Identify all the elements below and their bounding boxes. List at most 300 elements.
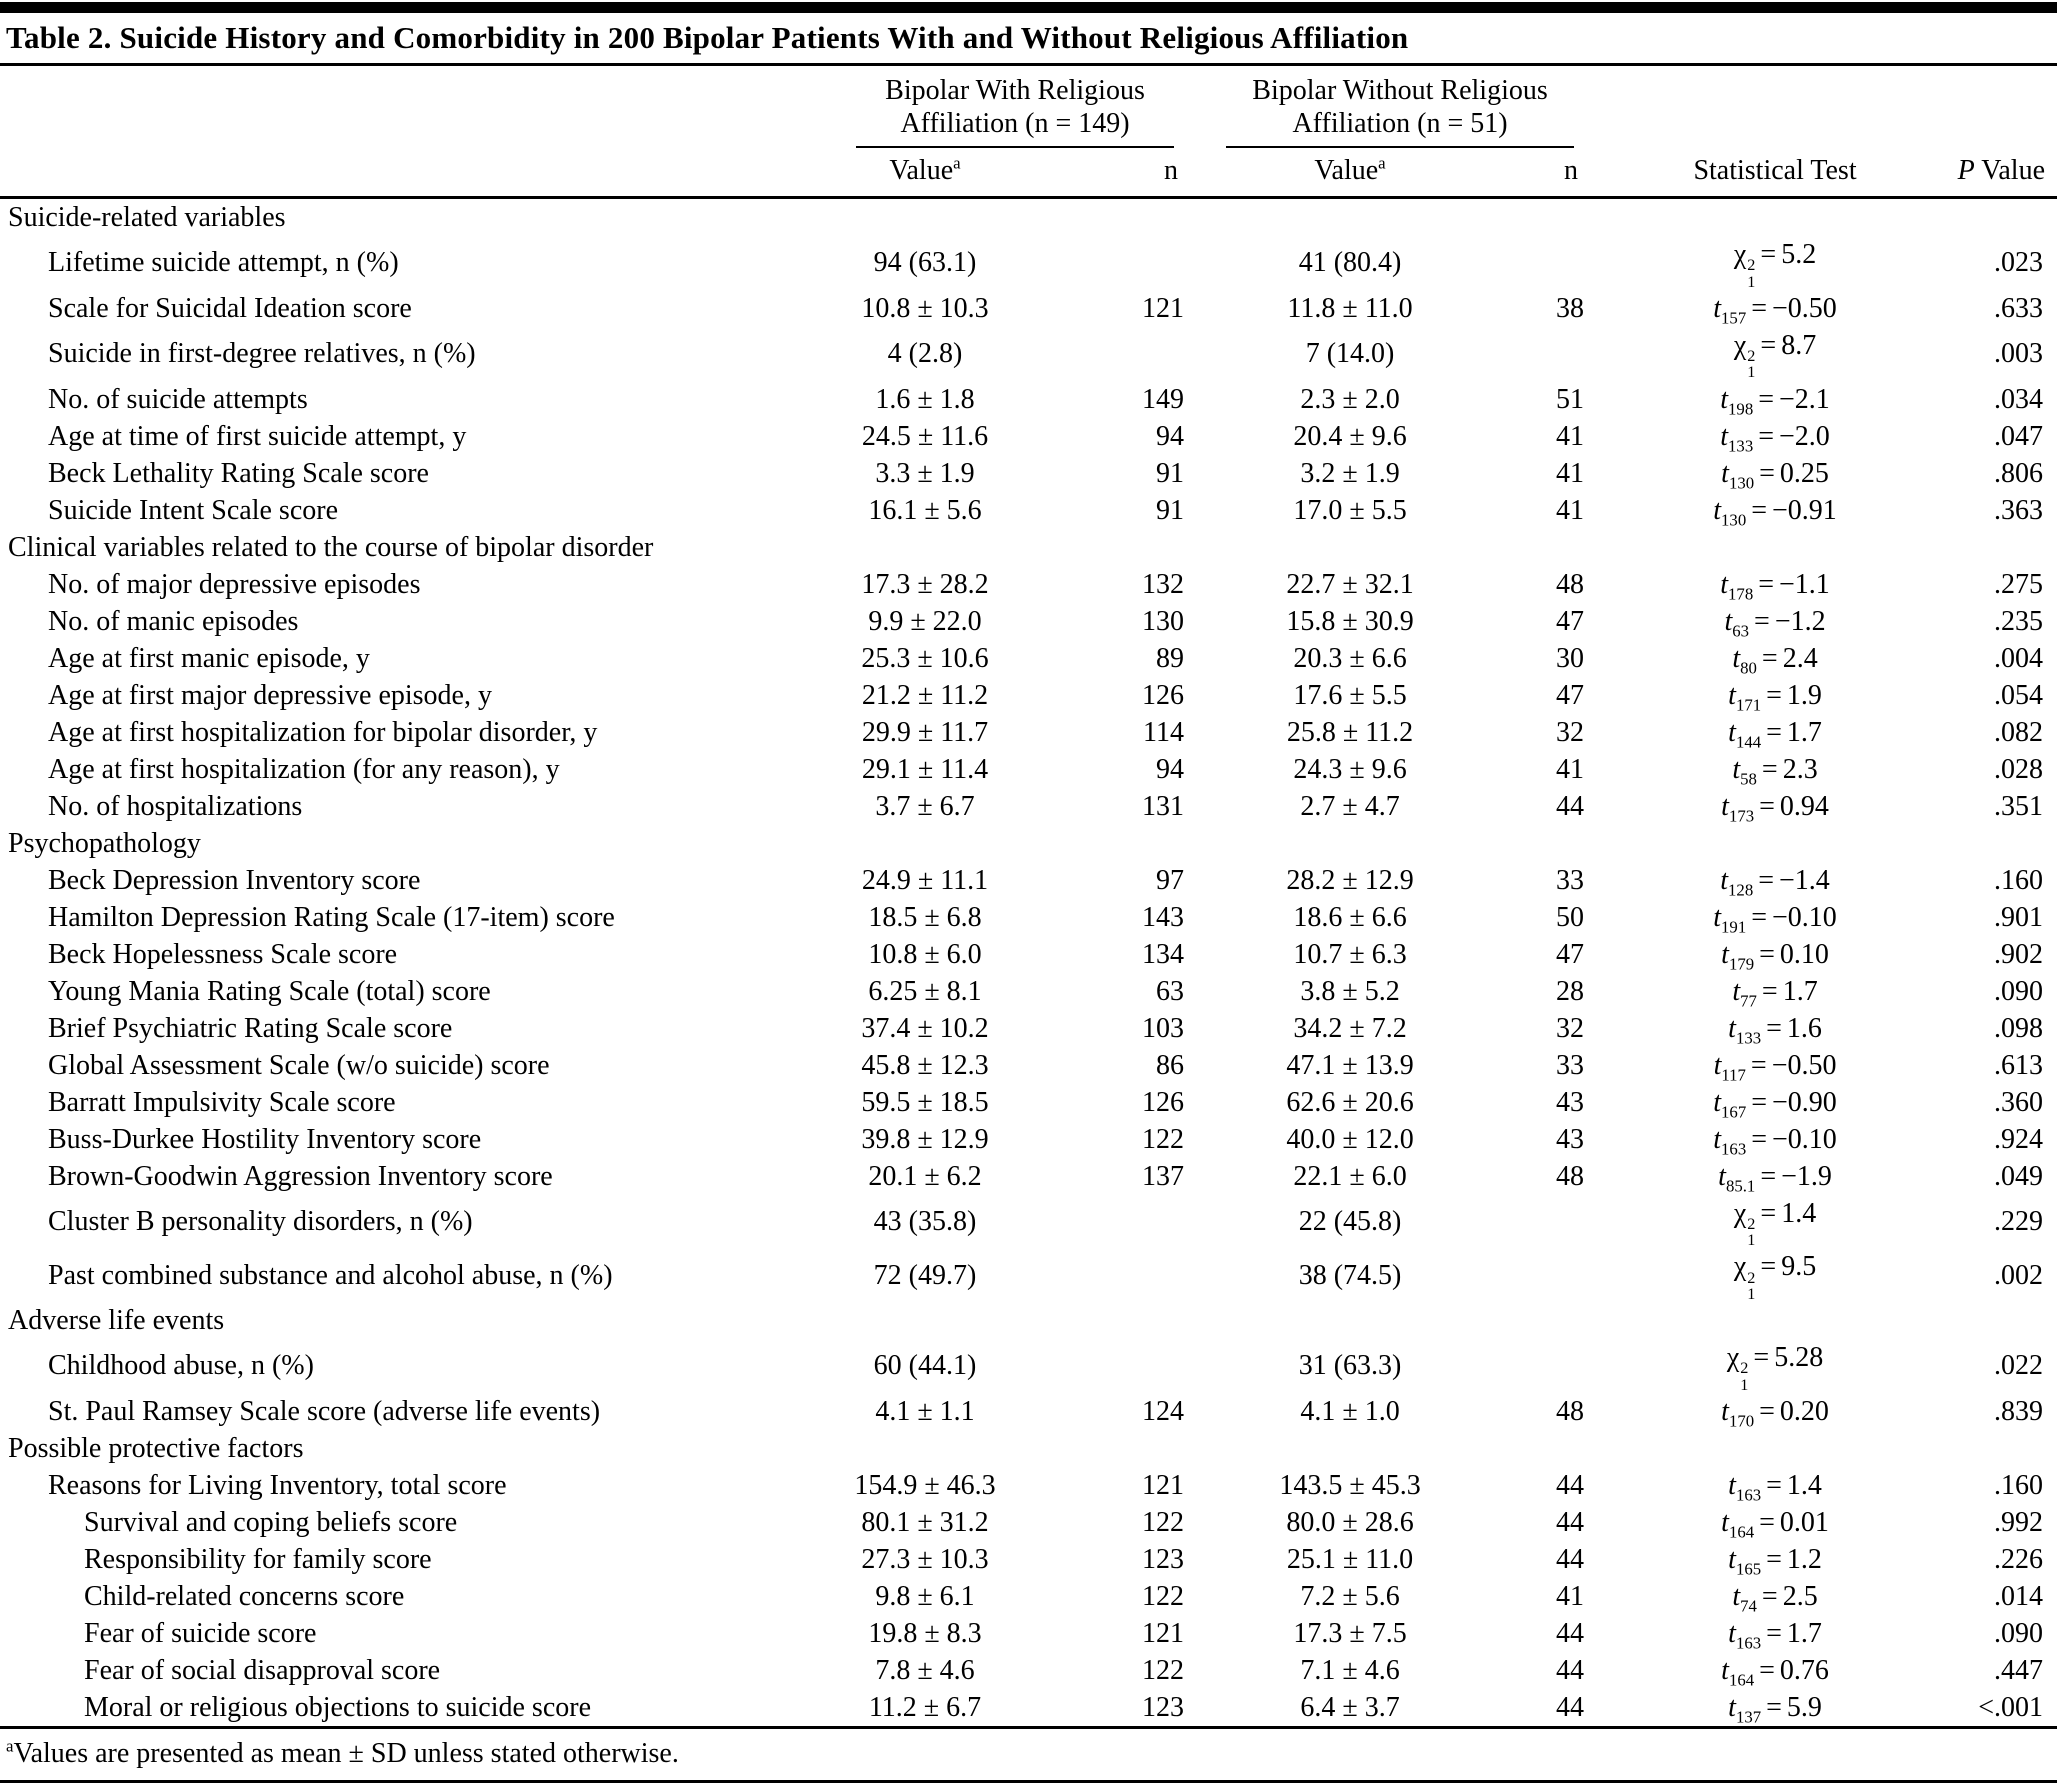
n-with-cell: 131 xyxy=(1142,790,1185,822)
row-label: Global Assessment Scale (w/o suicide) score xyxy=(48,1049,550,1081)
table-row xyxy=(0,1339,2057,1393)
n-without-cell: 43 xyxy=(1556,1086,1585,1118)
stat-test-cell: $t_{198} = -2.1$ xyxy=(1720,383,1830,418)
row-label: Brown-Goodwin Aggression Inventory score xyxy=(48,1160,553,1192)
p-value-column-header: P Value xyxy=(1950,148,2057,198)
row-label: Childhood abuse, n (%) xyxy=(48,1350,314,1382)
table-row xyxy=(0,936,2057,973)
n-with-cell: 130 xyxy=(1142,605,1185,637)
value-with-cell: 10.8 ± 10.3 xyxy=(861,292,989,324)
value-with-cell: 7.8 ± 4.6 xyxy=(875,1654,975,1686)
n-with-cell: 126 xyxy=(1142,679,1185,711)
value-without-cell: 15.8 ± 30.9 xyxy=(1286,605,1414,637)
row-label: Reasons for Living Inventory, total score xyxy=(48,1469,507,1501)
value-with-cell: 39.8 ± 12.9 xyxy=(861,1123,989,1155)
value-without-cell: 6.4 ± 3.7 xyxy=(1300,1691,1400,1723)
t-statistic-symbol: t xyxy=(1721,1654,1729,1686)
p-value-cell: .054 xyxy=(1994,679,2044,711)
footnote-marker: a xyxy=(6,1736,14,1756)
statistical-test-column-header: Statistical Test xyxy=(1600,148,1950,198)
table-row xyxy=(0,492,2057,529)
table-row xyxy=(0,1393,2057,1430)
value-without-cell: 47.1 ± 13.9 xyxy=(1286,1049,1414,1081)
n-with-cell: 121 xyxy=(1142,1617,1185,1649)
stat-test-cell: $t_{170} = 0.20$ xyxy=(1721,1395,1829,1430)
n-without-cell: 38 xyxy=(1556,292,1585,324)
top-rule xyxy=(0,2,2057,13)
value-with-cell: 24.5 ± 11.6 xyxy=(861,420,989,452)
empty-header-cell xyxy=(1950,66,2057,148)
row-label: Age at first major depressive episode, y xyxy=(48,679,492,711)
p-value-cell: .351 xyxy=(1994,790,2044,822)
stat-test-cell: $t_{171} = 1.9$ xyxy=(1728,679,1822,714)
group-header-row xyxy=(0,66,2057,148)
p-value-cell: .363 xyxy=(1994,494,2044,526)
t-statistic-symbol: t xyxy=(1720,383,1729,415)
empty-header-cell xyxy=(1600,66,1950,148)
column-header-row xyxy=(0,148,2057,198)
row-label: Survival and coping beliefs score xyxy=(84,1506,458,1538)
row-label: Beck Depression Inventory score xyxy=(48,864,421,896)
chi-squared-indices: 2 1 xyxy=(1747,347,1756,381)
stat-test-cell: $t_{144} = 1.7$ xyxy=(1728,716,1822,751)
value-without-cell: 143.5 ± 45.3 xyxy=(1279,1469,1421,1501)
section-row xyxy=(0,1430,2057,1467)
row-label: Barratt Impulsivity Scale score xyxy=(48,1086,396,1118)
table-row xyxy=(0,1158,2057,1195)
table-row xyxy=(0,566,2057,603)
row-label: Brief Psychiatric Rating Scale score xyxy=(48,1012,453,1044)
stat-test-cell: $t_{179} = 0.10$ xyxy=(1721,938,1829,973)
value-without-cell: 20.4 ± 9.6 xyxy=(1293,420,1407,452)
chi-squared-indices: 2 1 xyxy=(1740,1359,1749,1393)
stat-test-cell: $t_{77} = 1.7$ xyxy=(1732,975,1818,1010)
p-value-cell: .034 xyxy=(1994,383,2044,415)
row-label: Age at first hospitalization (for any reason), y xyxy=(48,753,560,785)
n-without-cell: 30 xyxy=(1556,642,1585,674)
value-without-cell: 2.7 ± 4.7 xyxy=(1300,790,1400,822)
row-label: Scale for Suicidal Ideation score xyxy=(48,292,412,324)
table-title: Table 2. Suicide History and Comorbidity in 200 Bipolar Patients With and Without Religious Affiliation xyxy=(0,13,2057,66)
table-row xyxy=(0,290,2057,327)
n-without-cell xyxy=(1500,1339,1600,1393)
p-value-cell: .839 xyxy=(1994,1395,2044,1427)
n-with-cell: 149 xyxy=(1142,383,1185,415)
section-row xyxy=(0,1302,2057,1339)
table-row xyxy=(0,1084,2057,1121)
value-with-cell: 17.3 ± 28.2 xyxy=(861,568,989,600)
p-value-cell: .160 xyxy=(1994,1469,2044,1501)
n-without-cell: 51 xyxy=(1556,383,1585,415)
p-value-cell: .023 xyxy=(1994,247,2044,279)
section-header: Psychopathology xyxy=(8,827,201,859)
n-without-cell: 44 xyxy=(1556,1691,1585,1723)
value-without-cell: 38 (74.5) xyxy=(1298,1259,1402,1291)
n-with-cell xyxy=(1020,1339,1200,1393)
value-with-cell: 59.5 ± 18.5 xyxy=(861,1086,989,1118)
value-with-cell: 11.2 ± 6.7 xyxy=(868,1691,982,1723)
t-statistic-symbol: t xyxy=(1721,1506,1729,1538)
table-row xyxy=(0,788,2057,825)
row-label: Young Mania Rating Scale (total) score xyxy=(48,975,491,1007)
table-footnote xyxy=(0,1726,2057,1783)
row-label: Age at time of first suicide attempt, y xyxy=(48,420,467,452)
t-statistic-symbol: t xyxy=(1713,1086,1722,1118)
n-without-cell: 41 xyxy=(1556,457,1585,489)
n-with-cell: 94 xyxy=(1156,753,1185,785)
t-statistic-symbol: t xyxy=(1728,1012,1736,1044)
value-column-header: Value$^a$ xyxy=(830,148,1020,198)
table-row xyxy=(0,1121,2057,1158)
n-with-cell: 86 xyxy=(1156,1049,1185,1081)
value-without-cell: 18.6 ± 6.6 xyxy=(1293,901,1407,933)
value-with-cell: 29.9 ± 11.7 xyxy=(861,716,989,748)
n-with-cell: 124 xyxy=(1142,1395,1185,1427)
table-row xyxy=(0,1689,2057,1726)
table-row xyxy=(0,862,2057,899)
t-statistic-symbol: t xyxy=(1728,679,1736,711)
t-statistic-symbol: t xyxy=(1713,1123,1722,1155)
row-label: Cluster B personality disorders, n (%) xyxy=(48,1205,473,1237)
n-without-cell: 44 xyxy=(1556,1617,1585,1649)
value-with-cell: 94 (63.1) xyxy=(873,247,977,279)
value-with-cell: 19.8 ± 8.3 xyxy=(868,1617,982,1649)
value-with-cell: 6.25 ± 8.1 xyxy=(868,975,982,1007)
t-statistic-symbol: t xyxy=(1724,605,1733,637)
row-label: No. of manic episodes xyxy=(48,605,299,637)
chi-squared-symbol: χ xyxy=(1733,239,1747,270)
value-with-cell: 80.1 ± 31.2 xyxy=(861,1506,989,1538)
n-without-cell: 32 xyxy=(1556,1012,1585,1044)
n-without-cell xyxy=(1500,1195,1600,1249)
stat-test-cell: χ 2 1 = 9.5 xyxy=(1733,1251,1817,1303)
row-label: No. of major depressive episodes xyxy=(48,568,421,600)
value-without-cell: 80.0 ± 28.6 xyxy=(1286,1506,1414,1538)
n-without-cell: 28 xyxy=(1556,975,1585,1007)
row-label: Moral or religious objections to suicide score xyxy=(84,1691,591,1723)
n-without-cell: 33 xyxy=(1556,1049,1585,1081)
chi-squared-indices: 2 1 xyxy=(1747,1214,1756,1249)
value-with-cell: 37.4 ± 10.2 xyxy=(861,1012,989,1044)
value-with-cell: 27.3 ± 10.3 xyxy=(861,1543,989,1575)
t-statistic-symbol: t xyxy=(1713,901,1722,933)
value-without-cell: 62.6 ± 20.6 xyxy=(1286,1086,1414,1118)
section-header: Clinical variables related to the course of bipolar disorder xyxy=(8,531,654,563)
value-without-cell: 31 (63.3) xyxy=(1298,1350,1402,1382)
n-with-cell: 63 xyxy=(1156,975,1185,1007)
group-with-religion-label: Bipolar With Religious Affiliation (n = 149) xyxy=(856,72,1174,148)
n-with-cell: 91 xyxy=(1156,457,1185,489)
t-statistic-symbol: t xyxy=(1732,753,1741,785)
t-statistic-symbol: t xyxy=(1728,1617,1736,1649)
section-header: Possible protective factors xyxy=(8,1432,304,1464)
n-with-cell: 94 xyxy=(1156,420,1185,452)
p-value-cell: <.001 xyxy=(1978,1691,2044,1723)
p-value-cell: .047 xyxy=(1994,420,2044,452)
n-with-cell: 97 xyxy=(1156,864,1185,896)
n-with-cell: 122 xyxy=(1142,1506,1185,1538)
stat-test-cell: $t_{164} = 0.01$ xyxy=(1721,1506,1829,1541)
value-with-cell: 60 (44.1) xyxy=(873,1350,977,1382)
group-without-religion-label: Bipolar Without Religious Affiliation (n = 51) xyxy=(1226,72,1574,148)
n-with-cell: 123 xyxy=(1142,1543,1185,1575)
section-row xyxy=(0,825,2057,862)
value-without-cell: 7.1 ± 4.6 xyxy=(1300,1654,1400,1686)
stat-test-cell: χ 2 1 = 1.4 xyxy=(1733,1197,1817,1249)
stat-test-cell: $t_{163} = 1.7$ xyxy=(1728,1617,1822,1652)
p-value-cell: .275 xyxy=(1994,568,2044,600)
stat-test-cell: $t_{178} = -1.1$ xyxy=(1720,568,1830,603)
table-row xyxy=(0,1010,2057,1047)
value-with-cell: 21.2 ± 11.2 xyxy=(861,679,989,711)
p-value-cell: .633 xyxy=(1994,292,2044,324)
n-without-cell: 44 xyxy=(1556,1506,1585,1538)
n-without-cell: 48 xyxy=(1556,1160,1585,1192)
n-without-cell: 33 xyxy=(1556,864,1585,896)
n-without-cell: 44 xyxy=(1556,1543,1585,1575)
value-with-cell: 3.7 ± 6.7 xyxy=(875,790,975,822)
chi-squared-symbol: χ xyxy=(1726,1342,1740,1374)
empty-header-cell xyxy=(0,148,830,198)
p-value-cell: .014 xyxy=(1994,1580,2044,1612)
row-label: Suicide Intent Scale score xyxy=(48,494,339,526)
chi-squared-symbol: χ xyxy=(1733,329,1747,361)
table-row xyxy=(0,1652,2057,1689)
stat-test-cell: $t_{130} = -0.91$ xyxy=(1713,494,1837,529)
p-value-cell: .028 xyxy=(1994,753,2044,785)
value-with-cell: 9.8 ± 6.1 xyxy=(875,1580,975,1612)
n-without-cell xyxy=(1500,236,1600,290)
p-value-cell: .098 xyxy=(1994,1012,2044,1044)
value-without-cell: 22.7 ± 32.1 xyxy=(1286,568,1414,600)
value-with-cell: 3.3 ± 1.9 xyxy=(875,457,975,489)
table-row xyxy=(0,973,2057,1010)
table-row xyxy=(0,640,2057,677)
row-label: St. Paul Ramsey Scale score (adverse life events) xyxy=(48,1395,601,1427)
row-label: Hamilton Depression Rating Scale (17-item) score xyxy=(48,901,615,933)
row-label: Age at first manic episode, y xyxy=(48,642,370,674)
stat-test-cell: $t_{191} = -0.10$ xyxy=(1713,901,1837,936)
row-label: Past combined substance and alcohol abuse, n (%) xyxy=(48,1259,613,1291)
row-label: Suicide in first-degree relatives, n (%) xyxy=(48,338,476,370)
stat-test-cell: $t_{164} = 0.76$ xyxy=(1721,1654,1829,1689)
table-row xyxy=(0,1047,2057,1084)
n-with-cell: 122 xyxy=(1142,1654,1185,1686)
value-with-cell: 29.1 ± 11.4 xyxy=(861,753,989,785)
p-value-cell: .160 xyxy=(1994,864,2044,896)
value-without-cell: 17.0 ± 5.5 xyxy=(1293,494,1407,526)
p-value-cell: .447 xyxy=(1994,1654,2044,1686)
n-with-cell xyxy=(1020,236,1200,290)
n-with-cell: 121 xyxy=(1142,1469,1185,1501)
p-value-cell: .090 xyxy=(1994,1617,2044,1649)
value-with-cell: 4.1 ± 1.1 xyxy=(875,1395,975,1427)
table-row xyxy=(0,1195,2057,1249)
value-with-cell: 16.1 ± 5.6 xyxy=(868,494,982,526)
row-label: Child-related concerns score xyxy=(84,1580,405,1612)
n-without-cell: 48 xyxy=(1556,1395,1585,1427)
n-column-header: n xyxy=(1500,148,1600,198)
n-without-cell: 41 xyxy=(1556,494,1585,526)
value-without-cell: 20.3 ± 6.6 xyxy=(1293,642,1407,674)
t-statistic-symbol: t xyxy=(1713,1049,1722,1081)
document-page xyxy=(0,2,2057,1783)
t-statistic-symbol: t xyxy=(1721,1395,1729,1427)
value-without-cell: 25.1 ± 11.0 xyxy=(1286,1543,1414,1575)
row-label: Buss-Durkee Hostility Inventory score xyxy=(48,1123,482,1155)
n-column-header: n xyxy=(1020,148,1200,198)
value-with-cell: 24.9 ± 11.1 xyxy=(861,864,989,896)
section-header: Suicide-related variables xyxy=(8,202,286,233)
t-statistic-symbol: t xyxy=(1732,642,1741,674)
n-with-cell: 103 xyxy=(1142,1012,1185,1044)
t-statistic-symbol: t xyxy=(1713,494,1722,526)
t-statistic-symbol: t xyxy=(1720,420,1729,452)
t-statistic-symbol: t xyxy=(1713,292,1722,324)
n-with-cell xyxy=(1020,1248,1200,1302)
t-statistic-symbol: t xyxy=(1728,716,1736,748)
value-without-cell: 4.1 ± 1.0 xyxy=(1300,1395,1400,1427)
table-row xyxy=(0,1467,2057,1504)
n-without-cell: 41 xyxy=(1556,753,1585,785)
table-header xyxy=(0,66,2057,198)
p-value-cell: .049 xyxy=(1994,1160,2044,1192)
n-without-cell: 32 xyxy=(1556,716,1585,748)
n-with-cell: 89 xyxy=(1156,642,1185,674)
n-without-cell xyxy=(1500,327,1600,381)
stat-test-cell: $t_{128} = -1.4$ xyxy=(1720,864,1830,899)
p-value-cell: .613 xyxy=(1994,1049,2044,1081)
n-without-cell: 47 xyxy=(1556,938,1585,970)
p-value-cell: .806 xyxy=(1994,457,2044,489)
n-with-cell: 123 xyxy=(1142,1691,1185,1723)
table-row xyxy=(0,677,2057,714)
table-row xyxy=(0,1248,2057,1302)
table-row xyxy=(0,714,2057,751)
value-with-cell: 45.8 ± 12.3 xyxy=(861,1049,989,1081)
stat-test-cell: $t_{74} = 2.5$ xyxy=(1732,1580,1818,1615)
p-value-cell: .360 xyxy=(1994,1086,2044,1118)
row-label: No. of suicide attempts xyxy=(48,383,308,415)
footnote-text: Values are presented as mean ± SD unless stated otherwise. xyxy=(13,1737,679,1769)
t-statistic-symbol: t xyxy=(1728,1469,1736,1501)
section-row xyxy=(0,198,2057,237)
stat-test-cell: $t_{165} = 1.2$ xyxy=(1728,1543,1822,1578)
t-statistic-symbol: t xyxy=(1728,1691,1736,1723)
chi-squared-indices: 2 1 xyxy=(1747,256,1756,290)
stat-test-cell: $t_{85.1} = -1.9$ xyxy=(1718,1160,1832,1195)
table-row xyxy=(0,899,2057,936)
value-without-cell: 25.8 ± 11.2 xyxy=(1286,716,1414,748)
value-without-cell: 7 (14.0) xyxy=(1305,338,1395,370)
t-statistic-symbol: t xyxy=(1721,790,1729,822)
value-without-cell: 34.2 ± 7.2 xyxy=(1293,1012,1407,1044)
stat-test-cell: $t_{173} = 0.94$ xyxy=(1721,790,1829,825)
p-value-cell: .090 xyxy=(1994,975,2044,1007)
n-without-cell: 43 xyxy=(1556,1123,1585,1155)
p-value-cell: .082 xyxy=(1994,716,2044,748)
table-row xyxy=(0,381,2057,418)
data-table xyxy=(0,66,2057,1726)
row-label: Lifetime suicide attempt, n (%) xyxy=(48,247,399,279)
table-row xyxy=(0,1504,2057,1541)
row-label: Age at first hospitalization for bipolar disorder, y xyxy=(48,716,598,748)
table-row xyxy=(0,418,2057,455)
stat-test-cell: $t_{163} = -0.10$ xyxy=(1713,1123,1837,1158)
stat-test-cell: χ 2 1 = 5.28 xyxy=(1726,1342,1824,1393)
stat-test-cell: $t_{130} = 0.25$ xyxy=(1721,457,1829,492)
group-without-religion-header xyxy=(1200,66,1600,148)
table-row xyxy=(0,327,2057,381)
row-label: No. of hospitalizations xyxy=(48,790,303,822)
value-with-cell: 25.3 ± 10.6 xyxy=(861,642,989,674)
t-statistic-symbol: t xyxy=(1721,457,1729,489)
value-with-cell: 154.9 ± 46.3 xyxy=(854,1469,996,1501)
t-statistic-symbol: t xyxy=(1728,1543,1736,1575)
section-header: Adverse life events xyxy=(8,1305,225,1337)
n-without-cell: 47 xyxy=(1556,605,1585,637)
row-label: Fear of suicide score xyxy=(84,1617,317,1649)
p-value-cell: .002 xyxy=(1994,1259,2044,1291)
p-value-cell: .229 xyxy=(1994,1205,2044,1237)
row-label: Fear of social disapproval score xyxy=(84,1654,441,1686)
row-label: Beck Lethality Rating Scale score xyxy=(48,457,429,489)
n-with-cell: 132 xyxy=(1142,568,1185,600)
n-without-cell: 41 xyxy=(1556,1580,1585,1612)
n-without-cell xyxy=(1500,1248,1600,1302)
table-row xyxy=(0,1615,2057,1652)
table-row xyxy=(0,455,2057,492)
n-with-cell: 126 xyxy=(1142,1086,1185,1118)
table-row xyxy=(0,1578,2057,1615)
p-value-cell: .902 xyxy=(1994,938,2044,970)
stat-test-cell: $t_{117} = -0.50$ xyxy=(1713,1049,1837,1084)
value-with-cell: 72 (49.7) xyxy=(873,1259,977,1291)
value-without-cell: 22 (45.8) xyxy=(1298,1205,1402,1237)
n-without-cell: 47 xyxy=(1556,679,1585,711)
t-statistic-symbol: t xyxy=(1720,568,1729,600)
t-statistic-symbol: t xyxy=(1721,938,1729,970)
n-with-cell: 134 xyxy=(1142,938,1185,970)
t-statistic-symbol: t xyxy=(1732,975,1741,1007)
stat-test-cell: $t_{133} = -2.0$ xyxy=(1720,420,1830,455)
p-value-cell: .901 xyxy=(1994,901,2044,933)
value-without-cell: 3.8 ± 5.2 xyxy=(1300,975,1400,1007)
p-value-cell: .022 xyxy=(1994,1350,2044,1382)
value-without-cell: 10.7 ± 6.3 xyxy=(1293,938,1407,970)
value-without-cell: 28.2 ± 12.9 xyxy=(1286,864,1414,896)
p-value-cell: .003 xyxy=(1994,338,2044,370)
p-value-cell: .004 xyxy=(1994,642,2044,674)
t-statistic-symbol: t xyxy=(1718,1160,1726,1192)
value-without-cell: 7.2 ± 5.6 xyxy=(1300,1580,1400,1612)
p-value-cell: .992 xyxy=(1994,1506,2044,1538)
t-statistic-symbol: t xyxy=(1720,864,1729,896)
p-value-cell: .235 xyxy=(1994,605,2044,637)
value-without-cell: 17.6 ± 5.5 xyxy=(1293,679,1407,711)
stat-test-cell: $t_{163} = 1.4$ xyxy=(1728,1469,1822,1504)
stat-test-cell: $t_{157} = -0.50$ xyxy=(1713,292,1837,327)
table-row xyxy=(0,236,2057,290)
n-without-cell: 50 xyxy=(1556,901,1585,933)
value-without-cell: 22.1 ± 6.0 xyxy=(1293,1160,1407,1192)
value-with-cell: 43 (35.8) xyxy=(873,1205,977,1237)
value-without-cell: 17.3 ± 7.5 xyxy=(1293,1617,1407,1649)
n-with-cell: 122 xyxy=(1142,1580,1185,1612)
stat-test-cell: $t_{133} = 1.6$ xyxy=(1728,1012,1822,1047)
empty-header-cell xyxy=(0,66,830,148)
p-value-cell: .924 xyxy=(1994,1123,2044,1155)
